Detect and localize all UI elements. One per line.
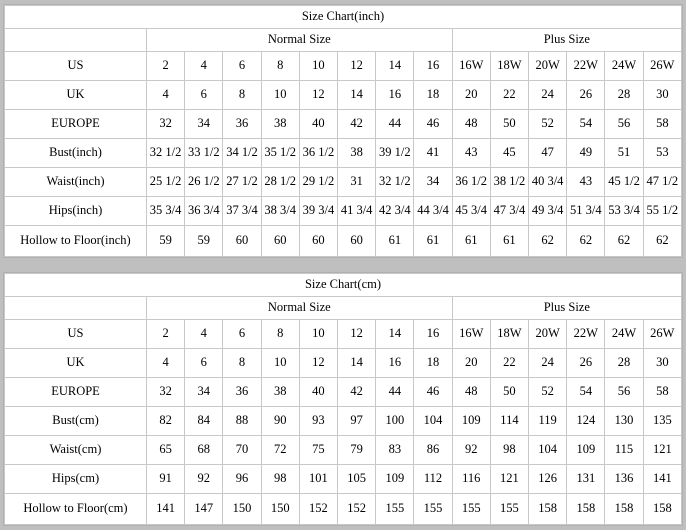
cell: 83	[376, 436, 414, 465]
cell: 28	[605, 349, 643, 378]
table-row	[5, 226, 682, 257]
cell: 26W	[643, 52, 681, 81]
cell: 141	[147, 494, 185, 525]
table-row	[5, 110, 682, 139]
cell: 27 1/2	[223, 168, 261, 197]
chart-title-row	[5, 274, 682, 297]
cell: 28 1/2	[261, 168, 299, 197]
cell: 114	[490, 407, 528, 436]
cell: 44	[376, 378, 414, 407]
table-row	[5, 139, 682, 168]
cell: 29 1/2	[299, 168, 337, 197]
chart-title-row	[5, 6, 682, 29]
chart-title: Size Chart(inch)	[5, 6, 682, 29]
cell: 25 1/2	[147, 168, 185, 197]
cell: 4	[185, 52, 223, 81]
table-row	[5, 52, 682, 81]
cell: 65	[147, 436, 185, 465]
cell: 36	[223, 378, 261, 407]
cell: 61	[376, 226, 414, 257]
cell: 18W	[490, 320, 528, 349]
cell: 60	[261, 226, 299, 257]
cell: 38	[261, 378, 299, 407]
cell: 4	[147, 349, 185, 378]
cell: 38 1/2	[490, 168, 528, 197]
cell: 48	[452, 378, 490, 407]
group-plus-size: Plus Size	[452, 297, 681, 320]
cell: 92	[185, 465, 223, 494]
cell: 158	[567, 494, 605, 525]
cell: 72	[261, 436, 299, 465]
table-row	[5, 407, 682, 436]
cell: 115	[605, 436, 643, 465]
table-row	[5, 168, 682, 197]
group-header-spacer	[5, 29, 147, 52]
cell: 8	[261, 320, 299, 349]
table-row	[5, 436, 682, 465]
cell: 6	[185, 349, 223, 378]
cell: 50	[490, 110, 528, 139]
cell: 155	[452, 494, 490, 525]
size-chart-cm-block	[3, 272, 683, 526]
cell: 2	[147, 52, 185, 81]
cell: 32	[147, 378, 185, 407]
cell: 58	[643, 110, 681, 139]
cell: 24	[529, 349, 567, 378]
cell: 32 1/2	[147, 139, 185, 168]
cell: 38	[261, 110, 299, 139]
cell: 47 3/4	[490, 197, 528, 226]
cell: 22W	[567, 52, 605, 81]
cell: 20W	[529, 52, 567, 81]
cell: 38 3/4	[261, 197, 299, 226]
cell: 16W	[452, 320, 490, 349]
cell: 109	[452, 407, 490, 436]
cell: 60	[299, 226, 337, 257]
cell: 44	[376, 110, 414, 139]
cell: 20	[452, 81, 490, 110]
cell: 56	[605, 110, 643, 139]
chart-title: Size Chart(cm)	[5, 274, 682, 297]
cell: 54	[567, 378, 605, 407]
cell: 10	[261, 81, 299, 110]
cell: 6	[223, 320, 261, 349]
row-label: Waist(inch)	[5, 168, 147, 197]
group-normal-size: Normal Size	[147, 29, 453, 52]
cell: 101	[299, 465, 337, 494]
cell: 155	[490, 494, 528, 525]
cell: 59	[147, 226, 185, 257]
cell: 41 3/4	[338, 197, 376, 226]
cell: 18W	[490, 52, 528, 81]
cell: 10	[299, 52, 337, 81]
cell: 61	[490, 226, 528, 257]
row-label: Hips(cm)	[5, 465, 147, 494]
cell: 36 3/4	[185, 197, 223, 226]
cell: 22	[490, 81, 528, 110]
row-label: Bust(inch)	[5, 139, 147, 168]
cell: 88	[223, 407, 261, 436]
cell: 60	[223, 226, 261, 257]
row-label: Waist(cm)	[5, 436, 147, 465]
cell: 12	[338, 320, 376, 349]
cell: 130	[605, 407, 643, 436]
cell: 26W	[643, 320, 681, 349]
cell: 82	[147, 407, 185, 436]
cell: 136	[605, 465, 643, 494]
cell: 16	[376, 81, 414, 110]
cell: 16	[414, 320, 452, 349]
cell: 4	[185, 320, 223, 349]
cell: 34 1/2	[223, 139, 261, 168]
cell: 135	[643, 407, 681, 436]
cell: 56	[605, 378, 643, 407]
cell: 8	[223, 349, 261, 378]
cell: 104	[414, 407, 452, 436]
cell: 26 1/2	[185, 168, 223, 197]
cell: 51 3/4	[567, 197, 605, 226]
cell: 48	[452, 110, 490, 139]
cell: 55 1/2	[643, 197, 681, 226]
cell: 26	[567, 81, 605, 110]
cell: 40	[299, 378, 337, 407]
cell: 10	[299, 320, 337, 349]
cell: 112	[414, 465, 452, 494]
cell: 14	[376, 320, 414, 349]
row-label: EUROPE	[5, 378, 147, 407]
cell: 100	[376, 407, 414, 436]
cell: 98	[490, 436, 528, 465]
cell: 61	[452, 226, 490, 257]
cell: 119	[529, 407, 567, 436]
cell: 24	[529, 81, 567, 110]
table-row	[5, 378, 682, 407]
row-label: Hollow to Floor(inch)	[5, 226, 147, 257]
cell: 12	[338, 52, 376, 81]
cell: 34	[185, 378, 223, 407]
cell: 96	[223, 465, 261, 494]
cell: 45 1/2	[605, 168, 643, 197]
cell: 42	[338, 110, 376, 139]
cell: 43	[452, 139, 490, 168]
cell: 45	[490, 139, 528, 168]
cell: 30	[643, 81, 681, 110]
cell: 91	[147, 465, 185, 494]
cell: 36 1/2	[452, 168, 490, 197]
cell: 41	[414, 139, 452, 168]
cell: 24W	[605, 52, 643, 81]
group-header-spacer	[5, 297, 147, 320]
cell: 109	[567, 436, 605, 465]
cell: 4	[147, 81, 185, 110]
cell: 18	[414, 81, 452, 110]
cell: 84	[185, 407, 223, 436]
cell: 44 3/4	[414, 197, 452, 226]
cell: 45 3/4	[452, 197, 490, 226]
cell: 14	[376, 52, 414, 81]
cell: 18	[414, 349, 452, 378]
cell: 58	[643, 378, 681, 407]
cell: 105	[338, 465, 376, 494]
cell: 14	[338, 349, 376, 378]
cell: 40	[299, 110, 337, 139]
cell: 42 3/4	[376, 197, 414, 226]
cell: 43	[567, 168, 605, 197]
cell: 34	[185, 110, 223, 139]
cell: 53	[643, 139, 681, 168]
cell: 97	[338, 407, 376, 436]
cell: 121	[643, 436, 681, 465]
cell: 92	[452, 436, 490, 465]
cell: 38	[338, 139, 376, 168]
cell: 31	[338, 168, 376, 197]
cell: 8	[223, 81, 261, 110]
group-plus-size: Plus Size	[452, 29, 681, 52]
cell: 36	[223, 110, 261, 139]
cell: 6	[223, 52, 261, 81]
cell: 36 1/2	[299, 139, 337, 168]
cell: 42	[338, 378, 376, 407]
table-row	[5, 494, 682, 525]
cell: 52	[529, 378, 567, 407]
table-row	[5, 349, 682, 378]
cell: 79	[338, 436, 376, 465]
cell: 131	[567, 465, 605, 494]
cell: 32 1/2	[376, 168, 414, 197]
cell: 40 3/4	[529, 168, 567, 197]
size-chart-cm-table	[4, 273, 682, 525]
cell: 75	[299, 436, 337, 465]
cell: 10	[261, 349, 299, 378]
cell: 2	[147, 320, 185, 349]
cell: 59	[185, 226, 223, 257]
cell: 26	[567, 349, 605, 378]
cell: 152	[338, 494, 376, 525]
cell: 62	[529, 226, 567, 257]
cell: 47 1/2	[643, 168, 681, 197]
cell: 62	[605, 226, 643, 257]
row-label: Hollow to Floor(cm)	[5, 494, 147, 525]
cell: 98	[261, 465, 299, 494]
cell: 32	[147, 110, 185, 139]
cell: 158	[529, 494, 567, 525]
table-row	[5, 465, 682, 494]
cell: 34	[414, 168, 452, 197]
cell: 86	[414, 436, 452, 465]
cell: 155	[376, 494, 414, 525]
cell: 150	[261, 494, 299, 525]
cell: 39 1/2	[376, 139, 414, 168]
cell: 46	[414, 110, 452, 139]
cell: 155	[414, 494, 452, 525]
cell: 49 3/4	[529, 197, 567, 226]
cell: 22	[490, 349, 528, 378]
cell: 141	[643, 465, 681, 494]
cell: 22W	[567, 320, 605, 349]
cell: 14	[338, 81, 376, 110]
cell: 16W	[452, 52, 490, 81]
cell: 12	[299, 349, 337, 378]
cell: 53 3/4	[605, 197, 643, 226]
row-label: Hips(inch)	[5, 197, 147, 226]
cell: 68	[185, 436, 223, 465]
cell: 33 1/2	[185, 139, 223, 168]
size-chart-inch-table	[4, 5, 682, 257]
cell: 20	[452, 349, 490, 378]
cell: 6	[185, 81, 223, 110]
row-label: UK	[5, 81, 147, 110]
cell: 12	[299, 81, 337, 110]
cell: 35 1/2	[261, 139, 299, 168]
cell: 54	[567, 110, 605, 139]
cell: 147	[185, 494, 223, 525]
cell: 52	[529, 110, 567, 139]
cell: 126	[529, 465, 567, 494]
group-normal-size: Normal Size	[147, 297, 453, 320]
cell: 62	[643, 226, 681, 257]
cell: 124	[567, 407, 605, 436]
cell: 62	[567, 226, 605, 257]
size-chart-inch-block	[3, 4, 683, 258]
cell: 121	[490, 465, 528, 494]
cell: 152	[299, 494, 337, 525]
cell: 158	[643, 494, 681, 525]
cell: 8	[261, 52, 299, 81]
cell: 16	[414, 52, 452, 81]
group-header-row	[5, 29, 682, 52]
cell: 116	[452, 465, 490, 494]
row-label: US	[5, 52, 147, 81]
cell: 104	[529, 436, 567, 465]
table-row	[5, 197, 682, 226]
cell: 50	[490, 378, 528, 407]
cell: 150	[223, 494, 261, 525]
cell: 51	[605, 139, 643, 168]
cell: 46	[414, 378, 452, 407]
cell: 93	[299, 407, 337, 436]
row-label: EUROPE	[5, 110, 147, 139]
cell: 39 3/4	[299, 197, 337, 226]
cell: 35 3/4	[147, 197, 185, 226]
cell: 49	[567, 139, 605, 168]
cell: 28	[605, 81, 643, 110]
row-label: UK	[5, 349, 147, 378]
cell: 47	[529, 139, 567, 168]
cell: 61	[414, 226, 452, 257]
cell: 90	[261, 407, 299, 436]
cell: 30	[643, 349, 681, 378]
row-label: Bust(cm)	[5, 407, 147, 436]
cell: 24W	[605, 320, 643, 349]
group-header-row	[5, 297, 682, 320]
cell: 37 3/4	[223, 197, 261, 226]
cell: 60	[338, 226, 376, 257]
cell: 16	[376, 349, 414, 378]
cell: 20W	[529, 320, 567, 349]
cell: 109	[376, 465, 414, 494]
row-label: US	[5, 320, 147, 349]
cell: 70	[223, 436, 261, 465]
table-row	[5, 320, 682, 349]
cell: 158	[605, 494, 643, 525]
table-row	[5, 81, 682, 110]
